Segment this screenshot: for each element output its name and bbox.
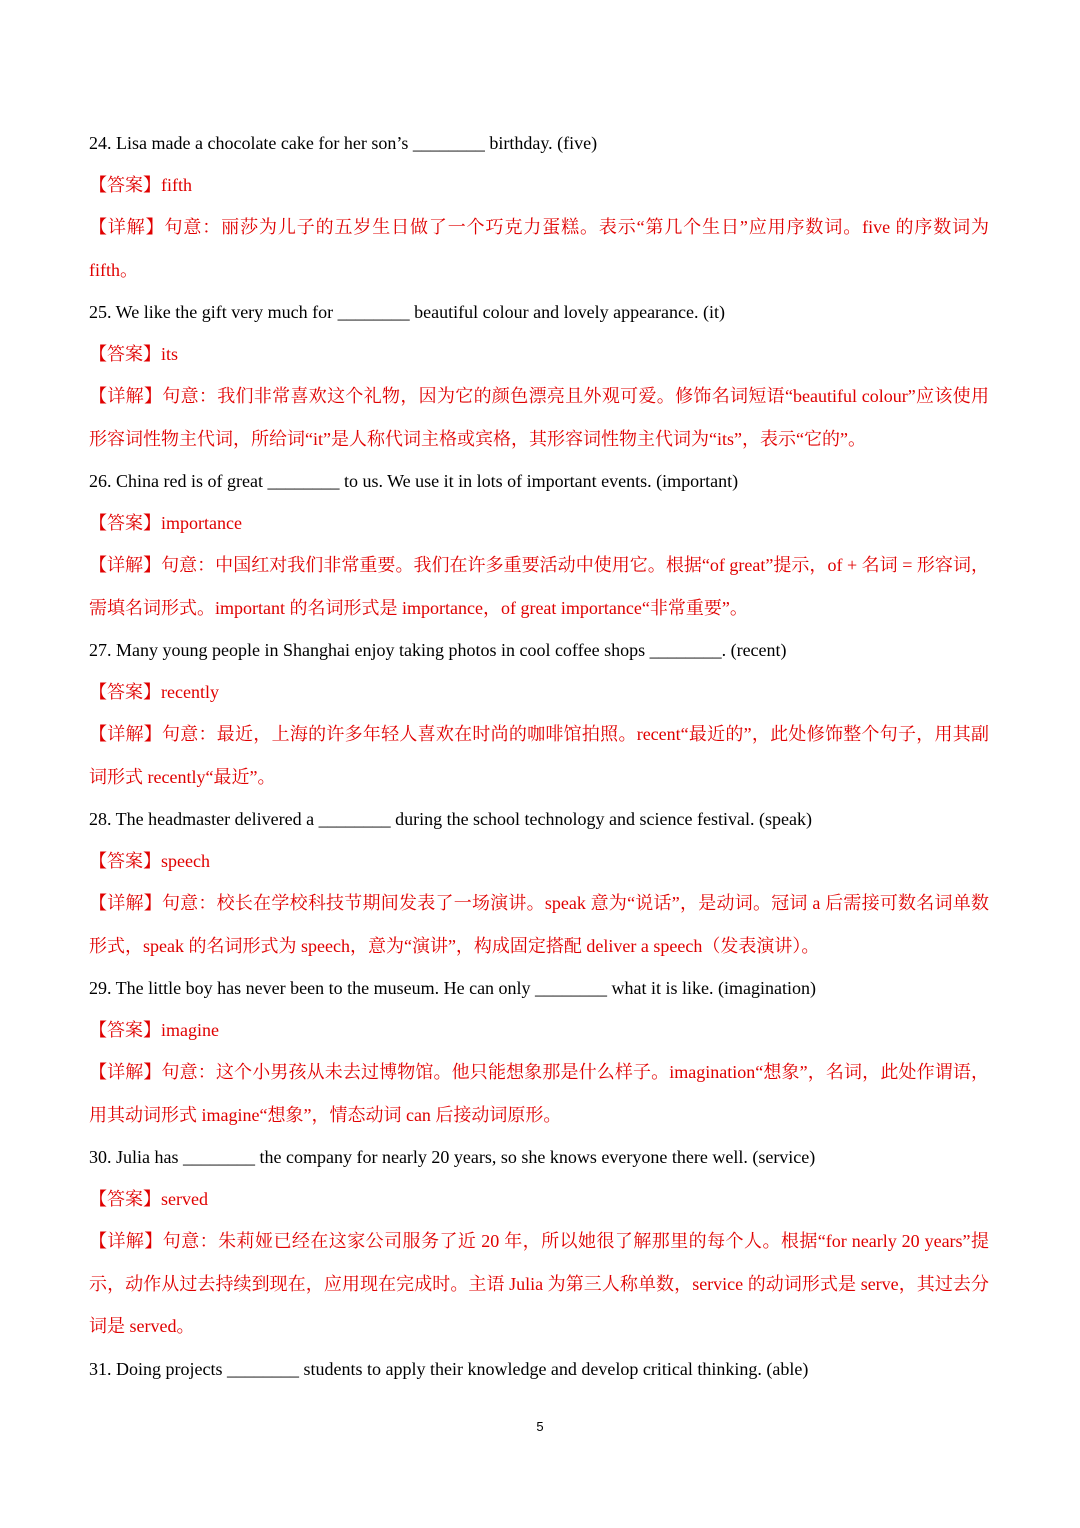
document-page (89, 131, 989, 1399)
answer-24: 【答案】fifth (89, 175, 192, 195)
question-24: 24. Lisa made a chocolate cake for her son’s ________ birthday. (five) (89, 133, 598, 153)
answer-29: 【答案】imagine (89, 1020, 219, 1040)
explanation-25: 【详解】句意：我们非常喜欢这个礼物，因为它的颜色漂亮且外观可爱。修饰名词短语“beautiful colour”应该使用形容词性物主代词，所给词“it”是人称代词主格或宾格，其形容词性物主代词为“its”，表示“它的”。 (89, 386, 989, 449)
question-29: 29. The little boy has never been to the museum. He can only ________ what it is like. (imagination) (89, 978, 817, 998)
answer-27: 【答案】recently (89, 682, 219, 702)
answer-28: 【答案】speech (89, 851, 210, 871)
explanation-30: 【详解】句意：朱莉娅已经在这家公司服务了近 20 年，所以她很了解那里的每个人。根据“for nearly 20 years”提示，动作从过去持续到现在，应用现在完成时。主语 Julia 为第三人称单数，service 的动词形式是 serve，其过去分词是 served。 (89, 1231, 989, 1336)
answer-26: 【答案】importance (89, 513, 242, 533)
question-31: 31. Doing projects ________ students to apply their knowledge and develop critical thinking. (able) (89, 1358, 809, 1379)
question-28: 28. The headmaster delivered a ________ during the school technology and science festival. (speak) (89, 809, 812, 829)
question-26: 26. China red is of great ________ to us. We use it in lots of important events. (important) (89, 471, 739, 491)
page-number: 5 (536, 1419, 544, 1434)
explanation-24: 【详解】句意：丽莎为儿子的五岁生日做了一个巧克力蛋糕。表示“第几个生日”应用序数词。five 的序数词为 fifth。 (89, 217, 989, 280)
question-30: 30. Julia has ________ the company for nearly 20 years, so she knows everyone there well. (service) (89, 1147, 816, 1167)
explanation-29: 【详解】句意：这个小男孩从未去过博物馆。他只能想象那是什么样子。imagination“想象”，名词，此处作谓语，用其动词形式 imagine“想象”，情态动词 can 后接动词原形。 (89, 1062, 989, 1125)
answer-25: 【答案】its (89, 344, 179, 364)
question-27: 27. Many young people in Shanghai enjoy taking photos in cool coffee shops ________. (recent) (89, 640, 787, 660)
explanation-26: 【详解】句意：中国红对我们非常重要。我们在许多重要活动中使用它。根据“of great”提示，of + 名词 = 形容词，需填名词形式。important 的名词形式是 importance，of great importance“非常重要”。 (89, 555, 989, 618)
answer-30: 【答案】served (89, 1189, 208, 1209)
explanation-28: 【详解】句意：校长在学校科技节期间发表了一场演讲。speak 意为“说话”，是动词。冠词 a 后需接可数名词单数形式，speak 的名词形式为 speech，意为“演讲”，构成固定搭配 deliver a speech（发表演讲）。 (89, 893, 989, 956)
question-25: 25. We like the gift very much for ________ beautiful colour and lovely appearance. (it) (89, 302, 726, 322)
explanation-27: 【详解】句意：最近，上海的许多年轻人喜欢在时尚的咖啡馆拍照。recent“最近的”，此处修饰整个句子，用其副词形式 recently“最近”。 (89, 724, 989, 787)
